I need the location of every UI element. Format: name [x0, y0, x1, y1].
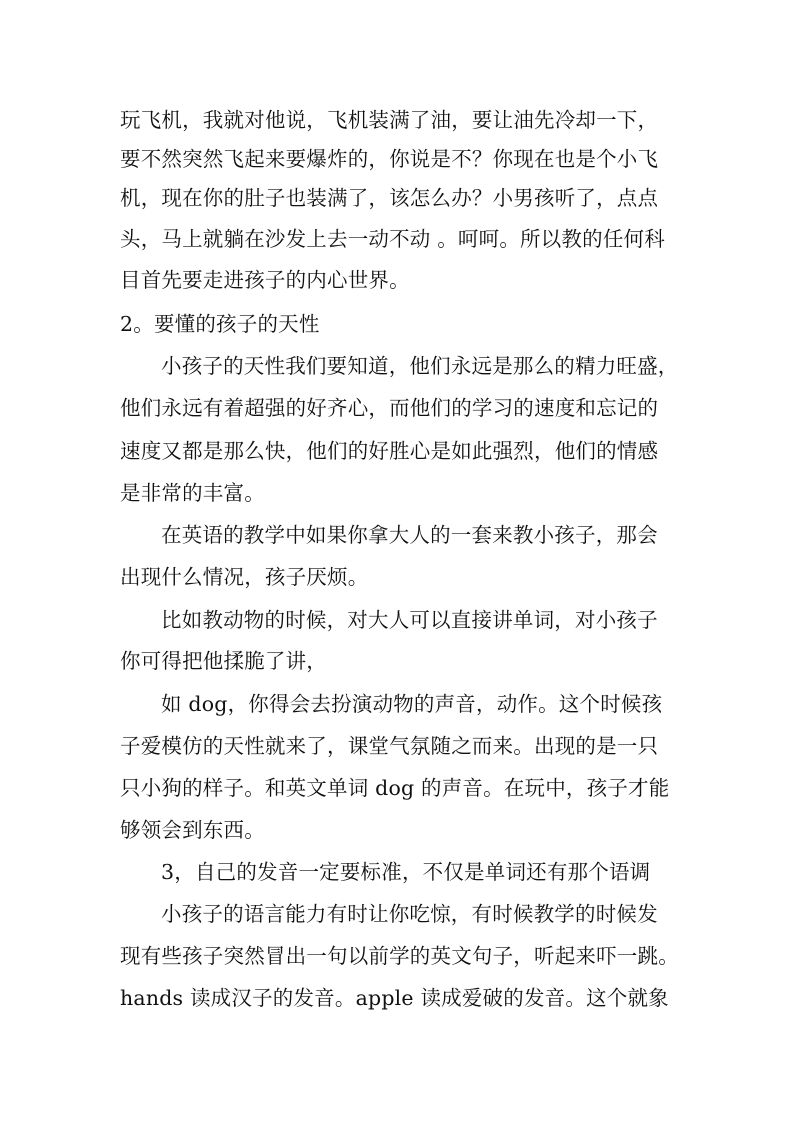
- paragraph-line: 他们永远有着超强的好齐心，而他们的学习的速度和忘记的: [120, 396, 659, 420]
- paragraph-line: 只小狗的样子。和英文单词 dog 的声音。在玩中，孩子才能: [120, 776, 670, 800]
- paragraph-line: 比如教动物的时候，对大人可以直接讲单词，对小孩子: [161, 608, 658, 632]
- section-heading: 3，自己的发音一定要标准，不仅是单词还有那个语调: [161, 860, 651, 884]
- paragraph-line: 速度又都是那么快，他们的好胜心是如此强烈，他们的情感: [120, 439, 659, 463]
- paragraph-line: 你可得把他揉脆了讲，: [120, 649, 327, 673]
- paragraph-line: hands 读成汉子的发音。apple 读成爱破的发音。这个就象: [120, 986, 669, 1010]
- paragraph-line: 如 dog，你得会去扮演动物的声音，动作。这个时候孩: [161, 692, 663, 716]
- paragraph-line: 在英语的教学中如果你拿大人的一套来教小孩子，那会: [161, 523, 658, 547]
- paragraph-line: 机，现在你的肚子也装满了，该怎么办？小男孩听了，点点: [120, 186, 659, 210]
- paragraph-line: 小孩子的语言能力有时让你吃惊，有时候教学的时候发: [161, 902, 658, 926]
- paragraph-line: 目首先要走进孩子的内心世界。: [120, 268, 410, 292]
- paragraph-line: 现有些孩子突然冒出一句以前学的英文句子，听起来吓一跳。: [120, 944, 679, 968]
- paragraph-line: 是非常的丰富。: [120, 481, 265, 505]
- section-heading: 2。要懂的孩子的天性: [120, 312, 320, 336]
- paragraph-line: 子爱模仿的天性就来了，课堂气氛随之而来。出现的是一只: [120, 734, 659, 758]
- paragraph-line: 小孩子的天性我们要知道，他们永远是那么的精力旺盛，: [161, 354, 679, 378]
- paragraph-line: 玩飞机，我就对他说，飞机装满了油，要让油先冷却一下，: [120, 108, 659, 132]
- paragraph-line: 要不然突然飞起来要爆炸的，你说是不？你现在也是个小飞: [120, 147, 659, 171]
- paragraph-line: 头，马上就躺在沙发上去一动不动 。呵呵。所以教的任何科: [120, 227, 665, 251]
- paragraph-line: 够领会到东西。: [120, 818, 265, 842]
- paragraph-line: 出现什么情况，孩子厌烦。: [120, 565, 369, 589]
